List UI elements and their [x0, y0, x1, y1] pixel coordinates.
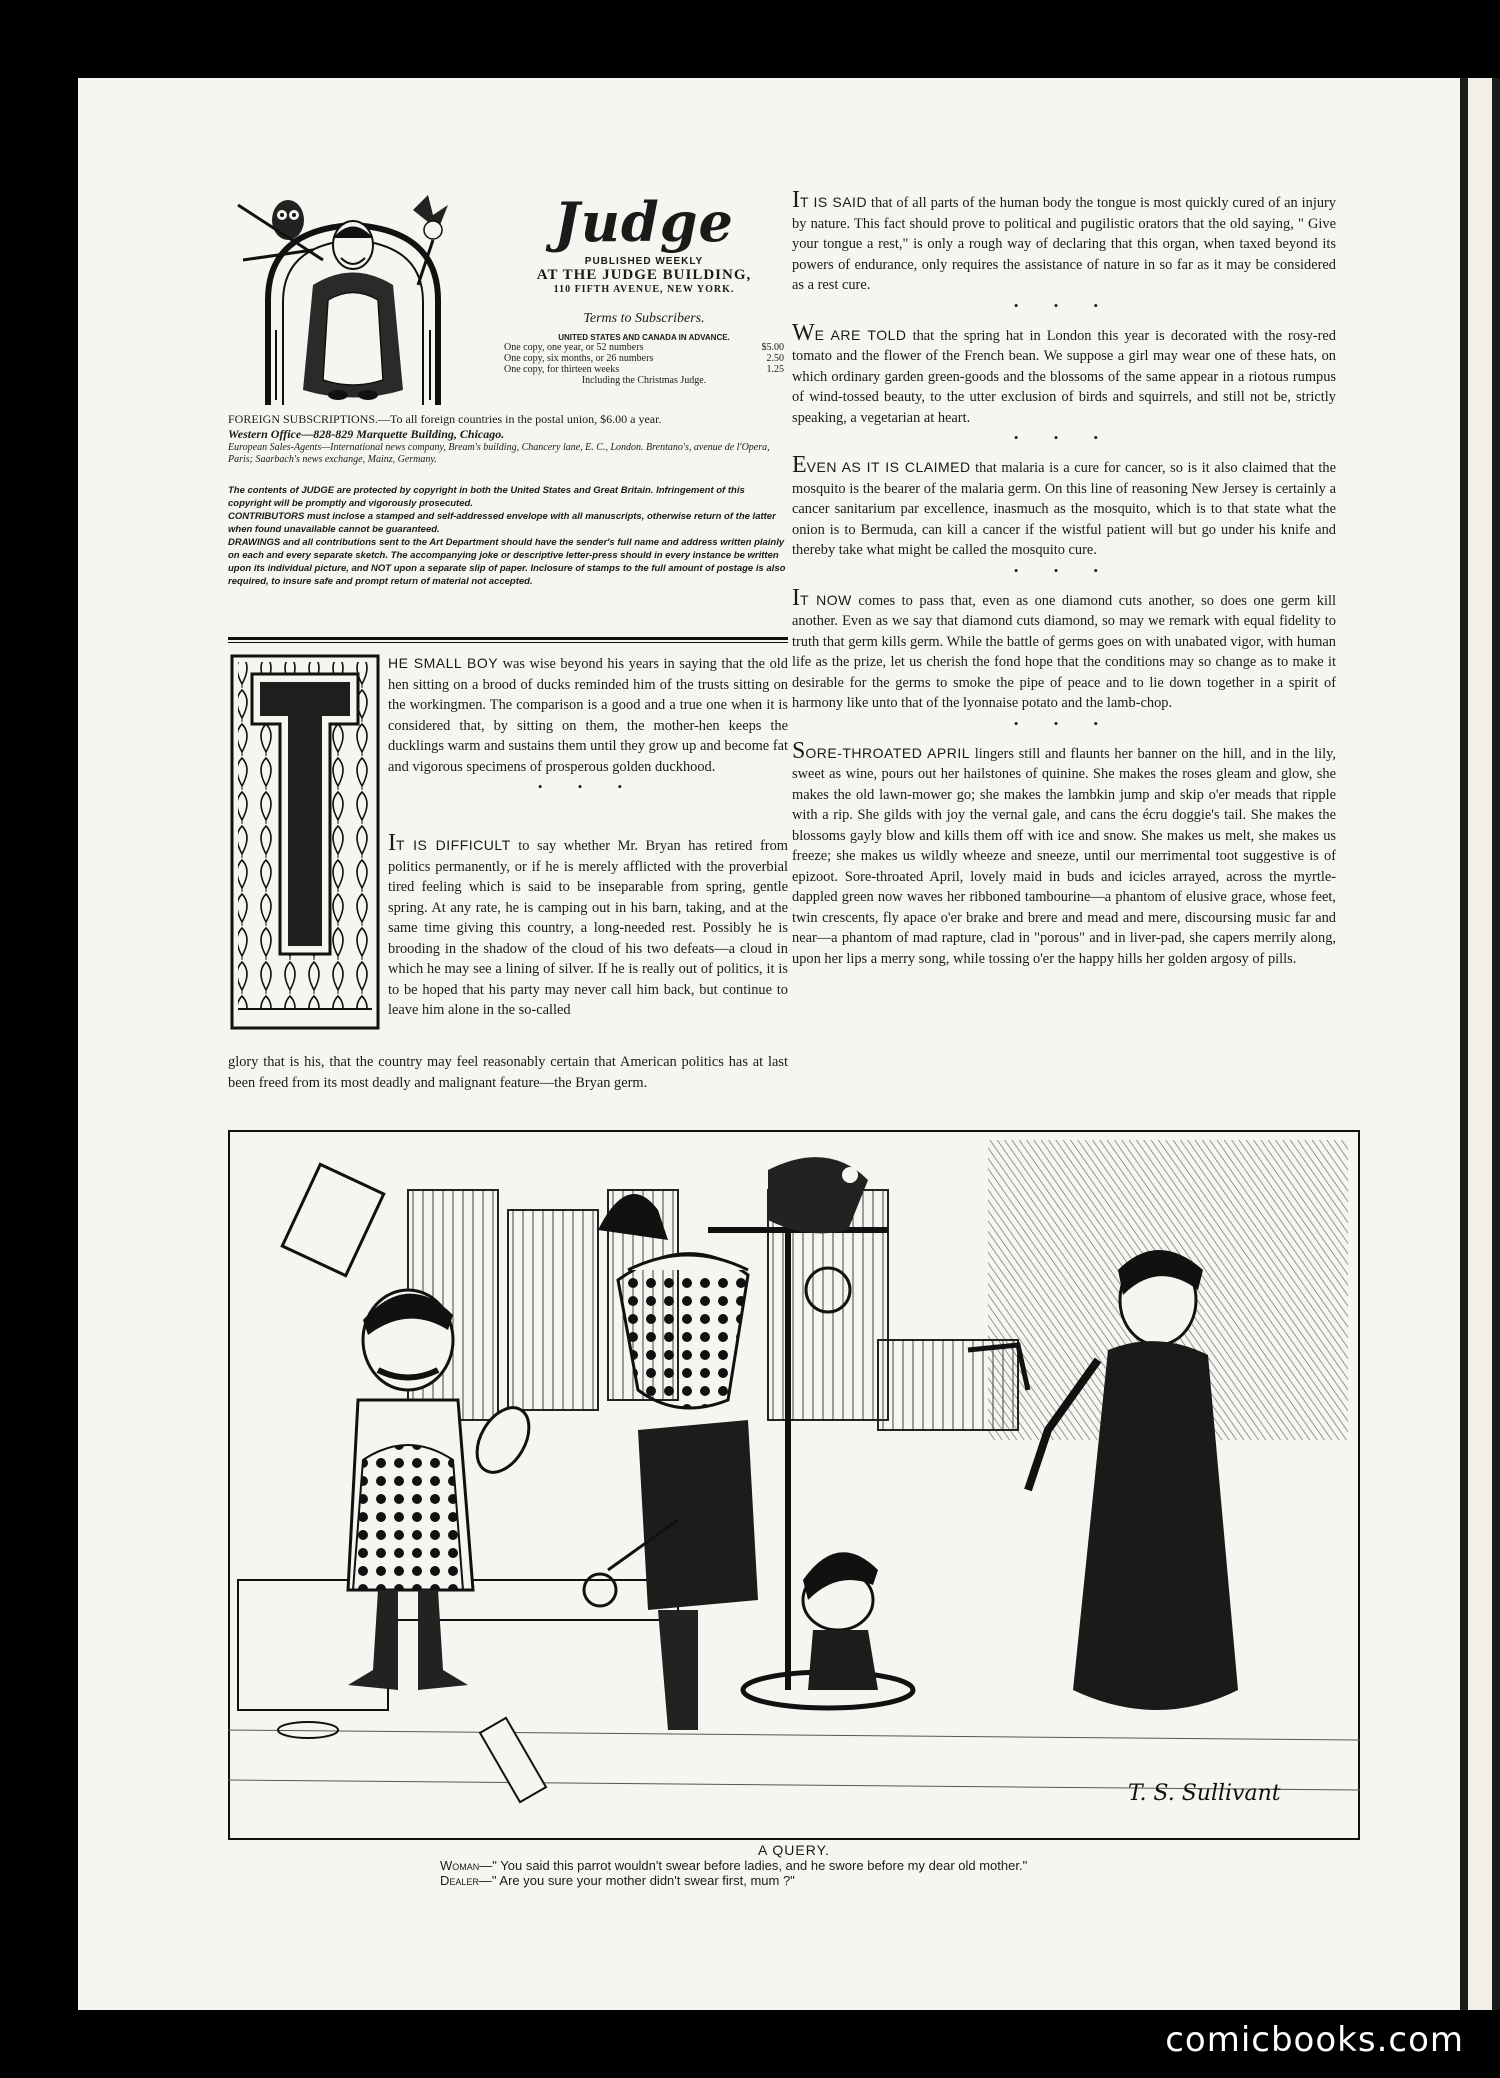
- right-column: [792, 187, 1337, 969]
- contributor-notices: [228, 484, 788, 588]
- paragraph-text: was wise beyond his years in saying that the old hen sitting on a brood of ducks reminded him of the trusts sitting on the workingmen. The comparison is a good and a true one when it is considered that, by sitting on them, the mother-hen keeps the ducklings warm and sustains them until they grow up and become fat and vigorous specimens of prosperous golden duckhood.: [388, 656, 788, 775]
- cartoon-caption: [228, 1843, 1360, 1888]
- rate-row: One copy, for thirteen weeks 1.25: [504, 364, 784, 375]
- paragraph-bryan: [388, 830, 788, 1021]
- paragraph-germs: IT NOW comes to pass that, even as one diamond cuts another, so does one germ kill another. Even as we say that diamond cuts diamond, so may we remark with equal fidelity to truth that germ kills germ. While the battle of germs goes on with unabated vigor, with human life as the prize, let us cherish the fond hope that the conditions may so change as to make it desirable for the germs to smoke the pipe of peace and to lie down together in a spirit of harmony like unto that of the lyonnaise potato and the lamb-chop.: [792, 584, 1336, 711]
- christmas-line: Including the Christmas Judge.: [581, 375, 707, 386]
- next-page-edge: [1460, 78, 1500, 2010]
- section-rule-thin: [228, 642, 788, 643]
- artist-signature: T. S. Sullivant: [1128, 1781, 1281, 1806]
- foreign-subscriptions: FOREIGN SUBSCRIPTIONS.—To all foreign countries in the postal union, $6.00 a year.: [228, 412, 662, 426]
- paragraph-tongue: IT IS SAID that of all parts of the human body the tongue is most quickly cured of an injury by nature. This fact should prove to political and pugilistic orators that the old saying, " Give your tongue a rest," is only a rough way of declaring that this organ, when taxed beyond its powers of endurance, only requires the assistance of nature in so far as it may be considered as a rest cure.: [792, 187, 1336, 293]
- masthead: [228, 190, 788, 410]
- masthead-info: [500, 190, 788, 386]
- contributors-notice: CONTRIBUTORS must inclose a stamped and self-addressed envelope with all manuscripts, otherwise return of the latter when found unavailable cannot be guaranteed.: [228, 511, 776, 535]
- paragraph-bryan-continued: glory that is his, that the country may feel reasonably certain that American politics has at last been freed from its most deadly and malignant feature—the Bryan germ.: [228, 1054, 788, 1091]
- copyright-notice: The contents of JUDGE are protected by copyright in both the United States and Great Britain. Infringement of this copyright will be promptly and vigorously prosecuted.: [228, 485, 745, 509]
- drop-initial: I: [388, 830, 396, 856]
- section-dots: • • •: [1013, 715, 1115, 731]
- section-dots: • • •: [1013, 562, 1115, 578]
- paragraph-small-boy: [388, 653, 788, 797]
- western-office: Western Office—828-829 Marquette Building, Chicago.: [228, 427, 505, 441]
- rate-row: One copy, one year, or 52 numbers $5.00: [504, 342, 784, 353]
- paragraph-malaria: EVEN AS IT IS CLAIMED that malaria is a cure for cancer, so is it also claimed that the mosquito is the bearer of the malaria germ. On this line of reasoning New Jersey is certainly a cancer sanitarium par excellence, inasmuch as the mosquito, which is to that state what the onion is to Bermuda, can kill a cancer if the wistful patient will but go under his knife and thereby take what might be called the mosquito cure.: [792, 452, 1337, 558]
- published-weekly: PUBLISHED WEEKLY: [584, 256, 704, 267]
- address-line: 110 FIFTH AVENUE, NEW YORK.: [553, 284, 735, 295]
- watermark: comicbooks.com: [1165, 2020, 1464, 2060]
- dealer-line: Dealer—" Are you sure your mother didn't swear first, mum ?": [440, 1873, 795, 1888]
- terms-title: Terms to Subscribers.: [583, 311, 705, 326]
- drawings-notice: DRAWINGS and all contributions sent to the Art Department should have the sender's full name and address written plainly on each and every separate sketch. The accompanying joke or descriptive letter-press should in every instance be written upon its individual picture, and NOT upon a separate slip of paper. Inclosure of stamps to the full amount of postage is also required, to insure safe and prompt return of material not accepted.: [228, 537, 786, 587]
- section-dots: • • •: [1013, 430, 1115, 445]
- subscription-rates: [500, 342, 788, 386]
- paragraph-april: SORE-THROATED APRIL lingers still and flaunts her banner on the hill, and in the lily, sweet as wine, pours out her hailstones of quinine. She makes the roses gleam and glow, she makes the old lawn-mower go; she makes the lambkin jump and skip o'er meads that ripple with a rip. She gilds with joy the vernal gale, and cans the écru doggie's tail. She makes the blossoms gayly blow and kills them off with ice and snow. She makes us melt, she makes us freeze; she makes us wildly wheeze and sneeze, until our merrimental toot suggestive is of epizoot. Sore-throated April, lovely maid in buds and icicles arrayed, across the myrtle-dappled green now waves her ribboned tambourine—a phantom of elusive grace, whose feet, twin crescents, fly apace o'er brake and brere and mead and mere, discoursing music far and near—a phantom of mad rapture, clad in "porous" and in liver-pad, she capers merrily along, upon her lips a merry song, while tossing o'er the happy hills her golden argosy of pills.: [792, 737, 1336, 967]
- section-rule: [228, 637, 788, 640]
- decorative-t-drop-cap: [230, 654, 380, 1030]
- section-dots: • • •: [1013, 297, 1115, 313]
- paragraph-lead: HE SMALL BOY: [388, 655, 499, 671]
- european-agents: European Sales-Agents—International news company, Bream's building, Chancery lane, E. C., London. Brentano's, avenue de l'Opera, Paris; Saarbach's news exchange, Mainz, Germany.: [228, 442, 770, 465]
- cartoon-title: A QUERY.: [757, 1842, 831, 1858]
- judge-logo: Judge: [554, 190, 734, 254]
- advance-line: UNITED STATES AND CANADA IN ADVANCE.: [558, 333, 730, 342]
- rate-row: One copy, six months, or 26 numbers 2.50: [504, 353, 784, 364]
- paragraph-text: to say whether Mr. Bryan has retired from politics permanently, or if he is merely afflicted with the proverbial tired feeling which is said to be inseparable from spring, gentle spring. At any rate, he is camping out in his barn, taking, and at the same time giving this country, a long-needed rest. Possibly he is brooding in the shadow of the cloud of his two defeats—a cloud in which he may see a lining of silver. If he is really out of politics, it is to be hoped that his party may never call him back, but continue to leave him alone in the so-called: [388, 838, 788, 1018]
- woman-line: Woman—" You said this parrot wouldn't swear before ladies, and he swore before my dear old mother.": [440, 1858, 1028, 1873]
- paragraph-spring-hat: WE ARE TOLD that the spring hat in London this year is decorated with the rosy-red tomato and the flower of the French bean. We suppose a girl may wear one of these hats, on which ordinary garden green-goods and the blossoms of the same appear in a riotous rumpus of wind-tossed beauty, to the utter exclusion of birds and squirrels, and still not be, strictly speaking, a vegetarian at heart.: [792, 319, 1337, 426]
- cartoon-a-query: [228, 1130, 1360, 1840]
- paragraph-lead: T IS DIFFICULT: [396, 837, 511, 853]
- masthead-illustration: [228, 190, 478, 410]
- building-line: AT THE JUDGE BUILDING,: [536, 267, 752, 283]
- section-dots: • • •: [537, 779, 639, 794]
- office-notices: [228, 412, 788, 466]
